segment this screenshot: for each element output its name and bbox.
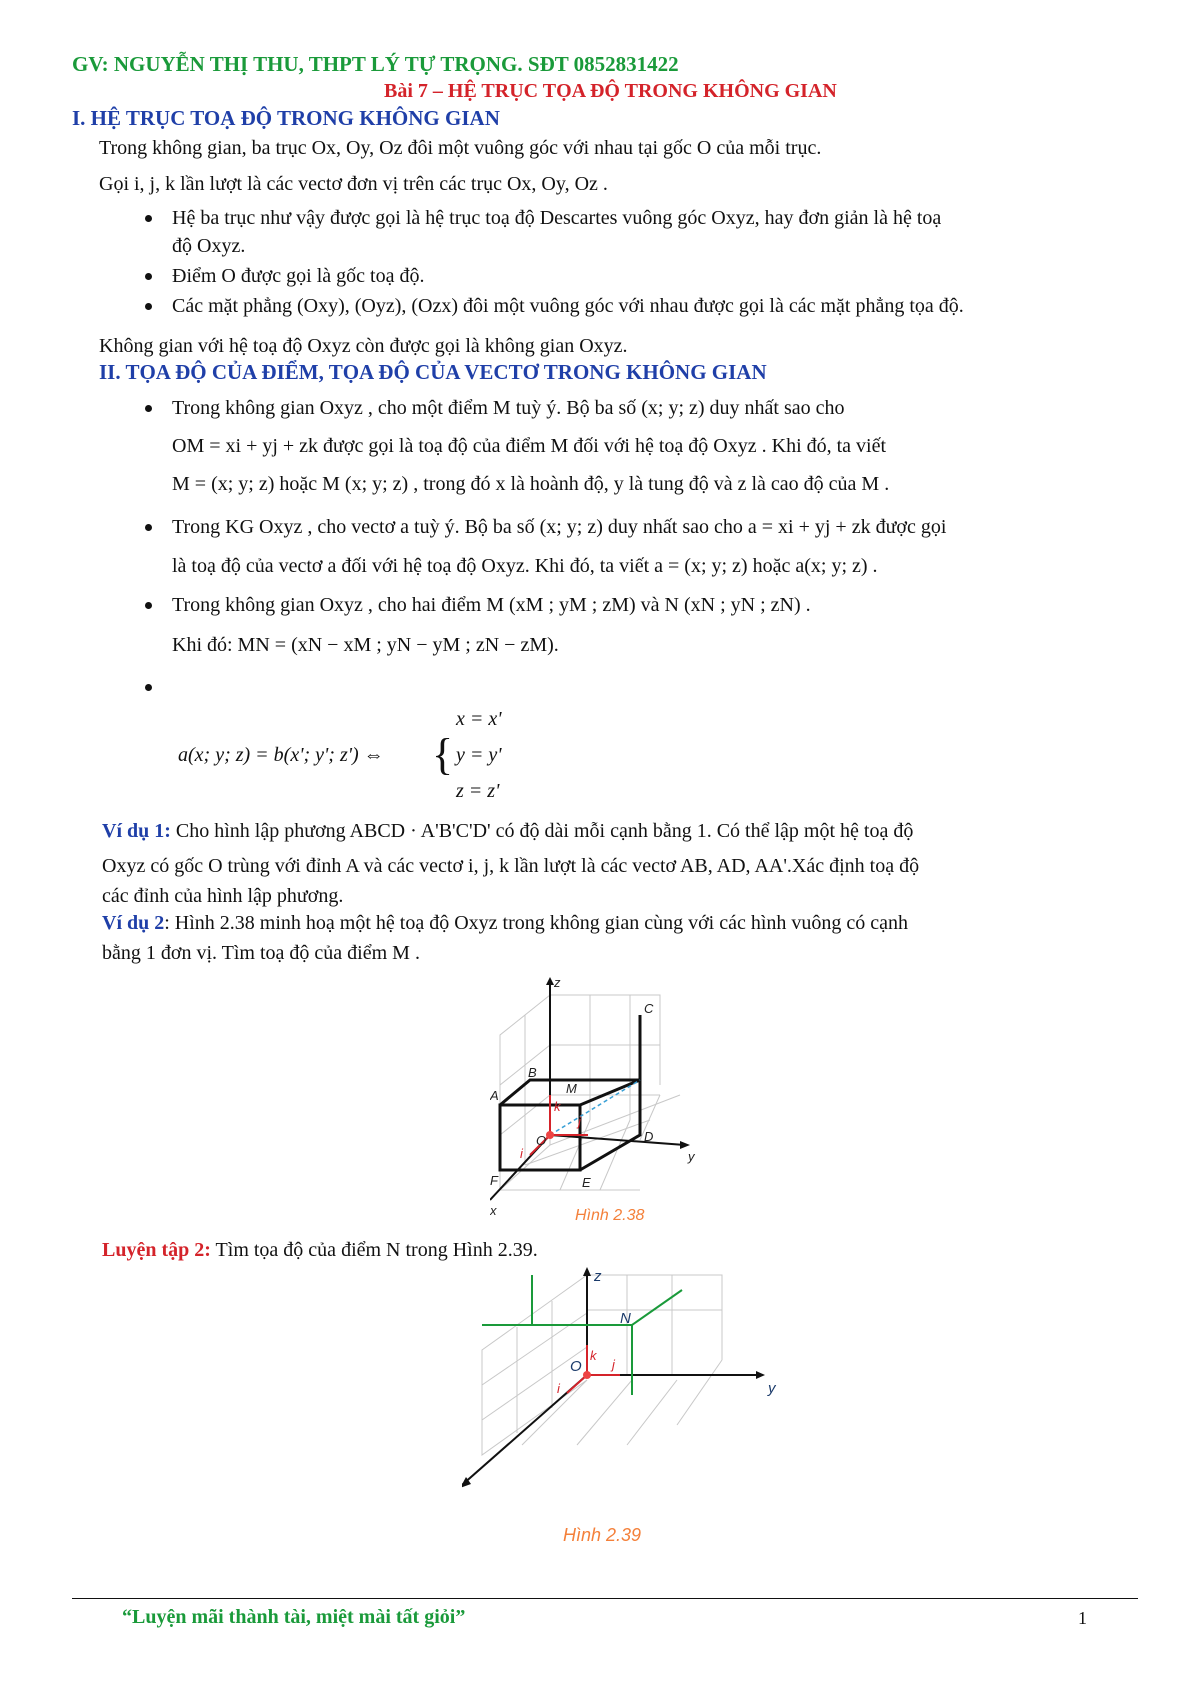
equality-z: z = z' bbox=[456, 780, 500, 802]
point-label-O: O bbox=[570, 1358, 582, 1375]
axis-label-x: x bbox=[490, 1203, 497, 1218]
practice2-label: Luyện tập 2: bbox=[102, 1239, 211, 1261]
teacher-header: GV: NGUYỄN THỊ THU, THPT LÝ TỰ TRỌNG. SĐT 0852831422 bbox=[72, 52, 679, 76]
vector-label-i: i bbox=[520, 1146, 523, 1161]
lesson-title: Bài 7 – HỆ TRỤC TỌA ĐỘ TRONG KHÔNG GIAN bbox=[384, 80, 837, 102]
section2-b2a: Trong KG Oxyz , cho vectơ a tuỳ ý. Bộ ba số (x; y; z) duy nhất sao cho a = xi + yj + zk được gọi bbox=[172, 516, 947, 538]
bullet-dot bbox=[145, 684, 152, 691]
point-label-M: M bbox=[566, 1081, 577, 1096]
section2-b2b: là toạ độ của vectơ a đối với hệ toạ độ Oxyz. Khi đó, ta viết a = (x; y; z) hoặc a(x; y; z) . bbox=[172, 555, 878, 577]
point-label-E: E bbox=[582, 1175, 591, 1190]
point-label-A: A bbox=[490, 1088, 499, 1103]
axes bbox=[462, 1270, 762, 1485]
section1-b2: Điểm O được gọi là gốc toạ độ. bbox=[172, 265, 425, 287]
vector-label-i: i bbox=[557, 1381, 560, 1396]
section1-title: I. HỆ TRỤC TOẠ ĐỘ TRONG KHÔNG GIAN bbox=[72, 106, 500, 130]
om-dashed bbox=[550, 1080, 640, 1135]
example1-line3: các đỉnh của hình lập phương. bbox=[102, 885, 344, 907]
practice2-line bbox=[102, 1236, 538, 1264]
bullet-dot bbox=[145, 602, 152, 609]
footer-quote: “Luyện mãi thành tài, miệt mài tất giỏi” bbox=[122, 1606, 466, 1628]
section2-b3b: Khi đó: MN = (xN − xM ; yN − yM ; zN − zM). bbox=[172, 634, 559, 656]
figure-2-39 bbox=[462, 1265, 802, 1535]
section2-b1b: OM = xi + yj + zk được gọi là toạ độ của điểm M đối với hệ toạ độ Oxyz . Khi đó, ta viết bbox=[172, 435, 887, 457]
example1-text1: Cho hình lập phương ABCD · A'B'C'D' có độ dài mỗi cạnh bằng 1. Có thể lập một hệ toạ độ bbox=[175, 820, 914, 842]
y-arrow-icon bbox=[680, 1141, 690, 1149]
grid-lines bbox=[482, 1275, 722, 1455]
section1-p3: Không gian với hệ toạ độ Oxyz còn được gọi là không gian Oxyz. bbox=[99, 335, 628, 357]
section2-b3a: Trong không gian Oxyz , cho hai điểm M (xM ; yM ; zM) và N (xN ; yN ; zN) . bbox=[172, 594, 811, 616]
bullet-dot bbox=[145, 273, 152, 280]
section1-p2: Gọi i, j, k lần lượt là các vectơ đơn vị trên các trục Ox, Oy, Oz . bbox=[99, 173, 608, 195]
axis-label-y: y bbox=[768, 1380, 776, 1397]
practice2-text: Tìm tọa độ của điểm N trong Hình 2.39. bbox=[210, 1239, 538, 1261]
z-arrow-icon bbox=[546, 977, 554, 985]
example1-line2: Oxyz có gốc O trùng với đỉnh A và các vectơ i, j, k lần lượt là các vectơ AB, AD, AA'.Xác định toạ độ bbox=[102, 855, 920, 877]
example2-line2: bằng 1 đơn vị. Tìm toạ độ của điểm M . bbox=[102, 942, 420, 964]
bullet-dot bbox=[145, 524, 152, 531]
vector-label-j: j bbox=[612, 1357, 615, 1372]
green-projection-lines bbox=[482, 1275, 682, 1395]
section1-b1a: Hệ ba trục như vậy được gọi là hệ trục toạ độ Descartes vuông góc Oxyz, hay đơn giản là hệ toạ bbox=[172, 207, 942, 229]
point-label-D: D bbox=[644, 1129, 654, 1144]
footer-rule bbox=[72, 1598, 1138, 1599]
section2-b1c: M = (x; y; z) hoặc M (x; y; z) , trong đó x là hoành độ, y là tung độ và z là cao độ của M . bbox=[172, 473, 890, 495]
axis-label-z: z bbox=[554, 975, 561, 990]
bullet-dot bbox=[145, 215, 152, 222]
section2-title: II. TỌA ĐỘ CỦA ĐIỂM, TỌA ĐỘ CỦA VECTƠ TRONG KHÔNG GIAN bbox=[99, 360, 767, 384]
point-label-F: F bbox=[490, 1173, 498, 1188]
axis-label-z: z bbox=[594, 1268, 602, 1285]
brace: { bbox=[432, 730, 454, 779]
origin-dot bbox=[583, 1371, 591, 1379]
figure-2-38 bbox=[490, 975, 750, 1225]
z-arrow-icon bbox=[583, 1267, 591, 1276]
vector-label-j: j bbox=[578, 1114, 581, 1129]
example2-label: Ví dụ 2 bbox=[102, 912, 165, 934]
section1-b3: Các mặt phẳng (Oxy), (Oyz), (Ozx) đôi một vuông góc với nhau được gọi là các mặt phẳng tọa độ. bbox=[172, 295, 964, 317]
section2-b1a: Trong không gian Oxyz , cho một điểm M tuỳ ý. Bộ ba số (x; y; z) duy nhất sao cho bbox=[172, 397, 845, 419]
axis-label-y: y bbox=[688, 1149, 695, 1164]
equality-left: a(x; y; z) = b(x'; y'; z') ⇔ bbox=[178, 744, 384, 766]
section1-p1: Trong không gian, ba trục Ox, Oy, Oz đôi một vuông góc với nhau tại gốc O của mỗi trục. bbox=[99, 137, 822, 159]
example2-line1 bbox=[102, 909, 908, 937]
origin-dot bbox=[546, 1131, 554, 1139]
figure2-caption: Hình 2.39 bbox=[563, 1525, 642, 1545]
point-label-O: O bbox=[536, 1133, 547, 1148]
vector-label-k: k bbox=[554, 1099, 561, 1114]
point-label-B: B bbox=[528, 1065, 537, 1080]
equality-x: x = x' bbox=[456, 708, 502, 730]
figure1-caption: Hình 2.38 bbox=[575, 1207, 645, 1224]
y-arrow-icon bbox=[756, 1371, 765, 1379]
section1-b1b: độ Oxyz. bbox=[172, 235, 246, 257]
example1-line1 bbox=[102, 817, 913, 845]
bullet-dot bbox=[145, 303, 152, 310]
vector-label-k: k bbox=[590, 1348, 597, 1363]
page-number: 1 bbox=[1078, 1608, 1087, 1628]
point-label-N: N bbox=[620, 1310, 631, 1327]
bullet-dot bbox=[145, 405, 152, 412]
equality-y: y = y' bbox=[456, 744, 502, 766]
example2-text1: : Hình 2.38 minh hoạ một hệ toạ độ Oxyz trong không gian cùng với các hình vuông có cạnh bbox=[164, 912, 909, 934]
point-label-C: C bbox=[644, 1001, 654, 1016]
example1-label: Ví dụ 1: bbox=[102, 820, 171, 842]
